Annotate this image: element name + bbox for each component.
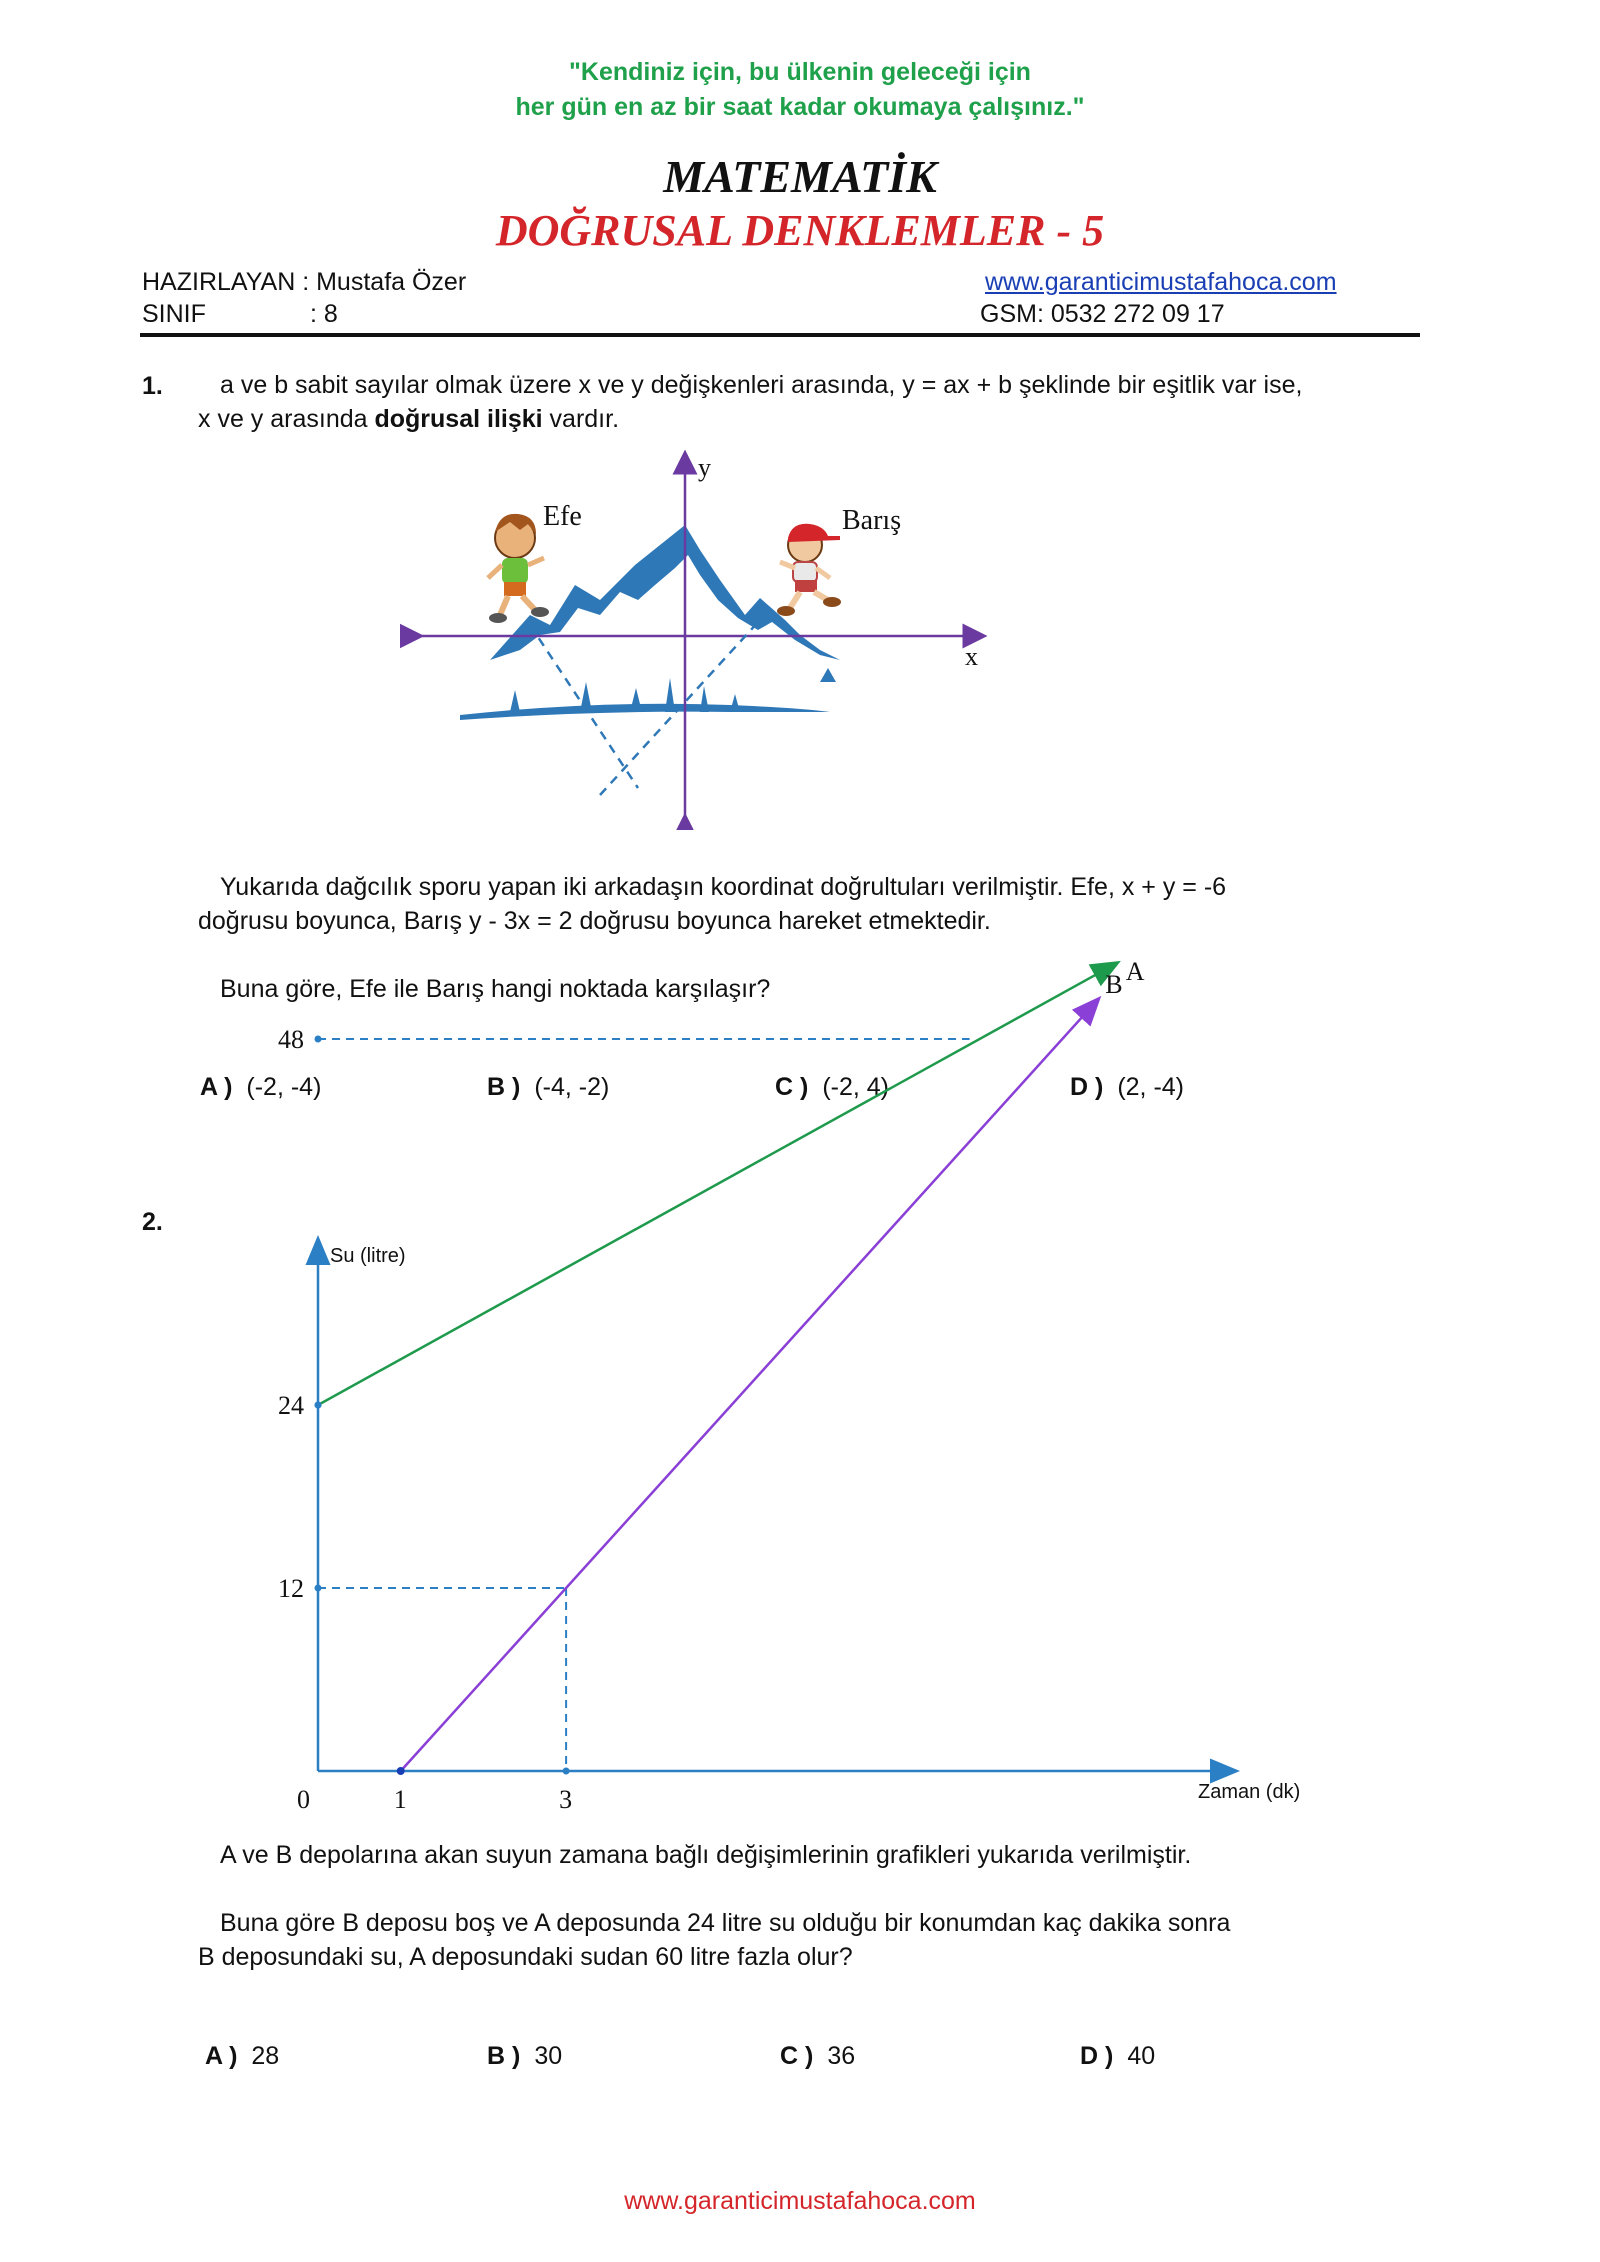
question-1-number: 1. <box>142 372 163 400</box>
q2-option-a-letter: A ) <box>205 2042 238 2070</box>
q1-option-b-value: (-4, -2) <box>534 1073 610 1101</box>
author-label: HAZIRLAYAN : Mustafa Özer <box>142 268 467 296</box>
x-tick-label-0: 0 <box>297 1785 310 1814</box>
page-subtitle: DOĞRUSAL DENKLEMLER - 5 <box>495 206 1105 255</box>
class-label: SINIF <box>142 300 206 328</box>
series-a-label: A <box>1125 957 1145 987</box>
x-tick-label-1: 1 <box>393 1785 407 1814</box>
q1-option-b-letter: B ) <box>487 1073 521 1101</box>
q2-option-a-value: 28 <box>251 2042 280 2070</box>
q2-option-b[interactable] <box>487 2042 562 2071</box>
chart-x-label: Zaman (dk) <box>1198 1781 1301 1803</box>
q1-option-c-value: (-2, 4) <box>822 1073 890 1101</box>
q2-option-c-value: 36 <box>827 2042 856 2070</box>
q1-line2-bold: doğrusal ilişki <box>374 405 543 433</box>
question-2-text-1: A ve B depolarına akan suyun zamana bağlı değişimlerinin grafikleri yukarıda verilmiştir. <box>220 1841 1192 1869</box>
y-tick-dot-12 <box>315 1585 322 1592</box>
q2-option-d-letter: D ) <box>1080 2042 1114 2070</box>
series-b-start-point <box>397 1767 405 1775</box>
fig-y-label: y <box>698 453 711 482</box>
q2-option-b-value: 30 <box>534 2042 563 2070</box>
q1-line2-post: vardır. <box>542 405 620 433</box>
question-2-text-2: Buna göre B deposu boş ve A deposunda 24 litre su olduğu bir konumdan kaç dakika sonra <box>220 1909 1231 1937</box>
q1-option-a-value: (-2, -4) <box>246 1073 322 1101</box>
footer-website[interactable]: www.garanticimustafahoca.com <box>624 2187 976 2215</box>
question-1-text-1: Yukarıda dağcılık sporu yapan iki arkadaşın koordinat doğrultuları verilmiştir. Efe, x + y = -6 <box>220 873 1227 901</box>
q2-option-c[interactable] <box>780 2042 855 2071</box>
y-tick-label-24: 24 <box>278 1391 304 1420</box>
q2-option-b-letter: B ) <box>487 2042 521 2070</box>
question-2-text-3: B deposundaki su, A deposundaki sudan 60 litre fazla olur? <box>198 1943 853 1971</box>
series-b-line <box>401 1007 1092 1771</box>
class-value: : 8 <box>310 300 338 328</box>
q1-option-c-letter: C ) <box>775 1073 809 1101</box>
y-tick-label-12: 12 <box>278 1574 304 1603</box>
page-title: MATEMATİK <box>663 151 937 202</box>
q1-line2-pre: x ve y arasında <box>198 405 375 433</box>
efe-name-label: Efe <box>543 501 582 532</box>
question-1-question: Buna göre, Efe ile Barış hangi noktada karşılaşır? <box>220 975 771 1003</box>
q2-option-a[interactable] <box>205 2042 279 2071</box>
question-2-number: 2. <box>142 1208 163 1236</box>
q2-option-d-value: 40 <box>1127 2042 1156 2070</box>
q2-option-d[interactable] <box>1080 2042 1155 2071</box>
fig-x-label: x <box>965 642 978 671</box>
q1-option-d-letter: D ) <box>1070 1073 1104 1101</box>
y-tick-dot-48 <box>315 1036 322 1043</box>
x-tick-label-3: 3 <box>559 1785 573 1814</box>
q1-option-d-value: (2, -4) <box>1117 1073 1185 1101</box>
q2-option-c-letter: C ) <box>780 2042 814 2070</box>
y-tick-label-48: 48 <box>278 1025 304 1054</box>
series-a-start-point <box>315 1402 322 1409</box>
series-b-label: B <box>1105 969 1123 999</box>
baris-name-label: Barış <box>842 505 902 536</box>
motto-line-2: her gün en az bir saat kadar okumaya çalışınız." <box>515 93 1085 121</box>
x-tick-dot-3 <box>563 1768 570 1775</box>
question-1-line-1: a ve b sabit sayılar olmak üzere x ve y değişkenleri arasında, y = ax + b şeklinde bir eşitlik var ise, <box>220 371 1303 399</box>
website-link[interactable]: www.garanticimustafahoca.com <box>985 268 1337 296</box>
series-a-line <box>318 968 1108 1405</box>
phone-number: GSM: 0532 272 09 17 <box>980 300 1225 328</box>
motto-line-1: "Kendiniz için, bu ülkenin geleceği için <box>569 58 1031 86</box>
q1-option-a-letter: A ) <box>200 1073 233 1101</box>
chart-y-label: Su (litre) <box>330 1245 406 1267</box>
question-1-text-2: doğrusu boyunca, Barış y - 3x = 2 doğrusu boyunca hareket etmektedir. <box>198 907 991 935</box>
